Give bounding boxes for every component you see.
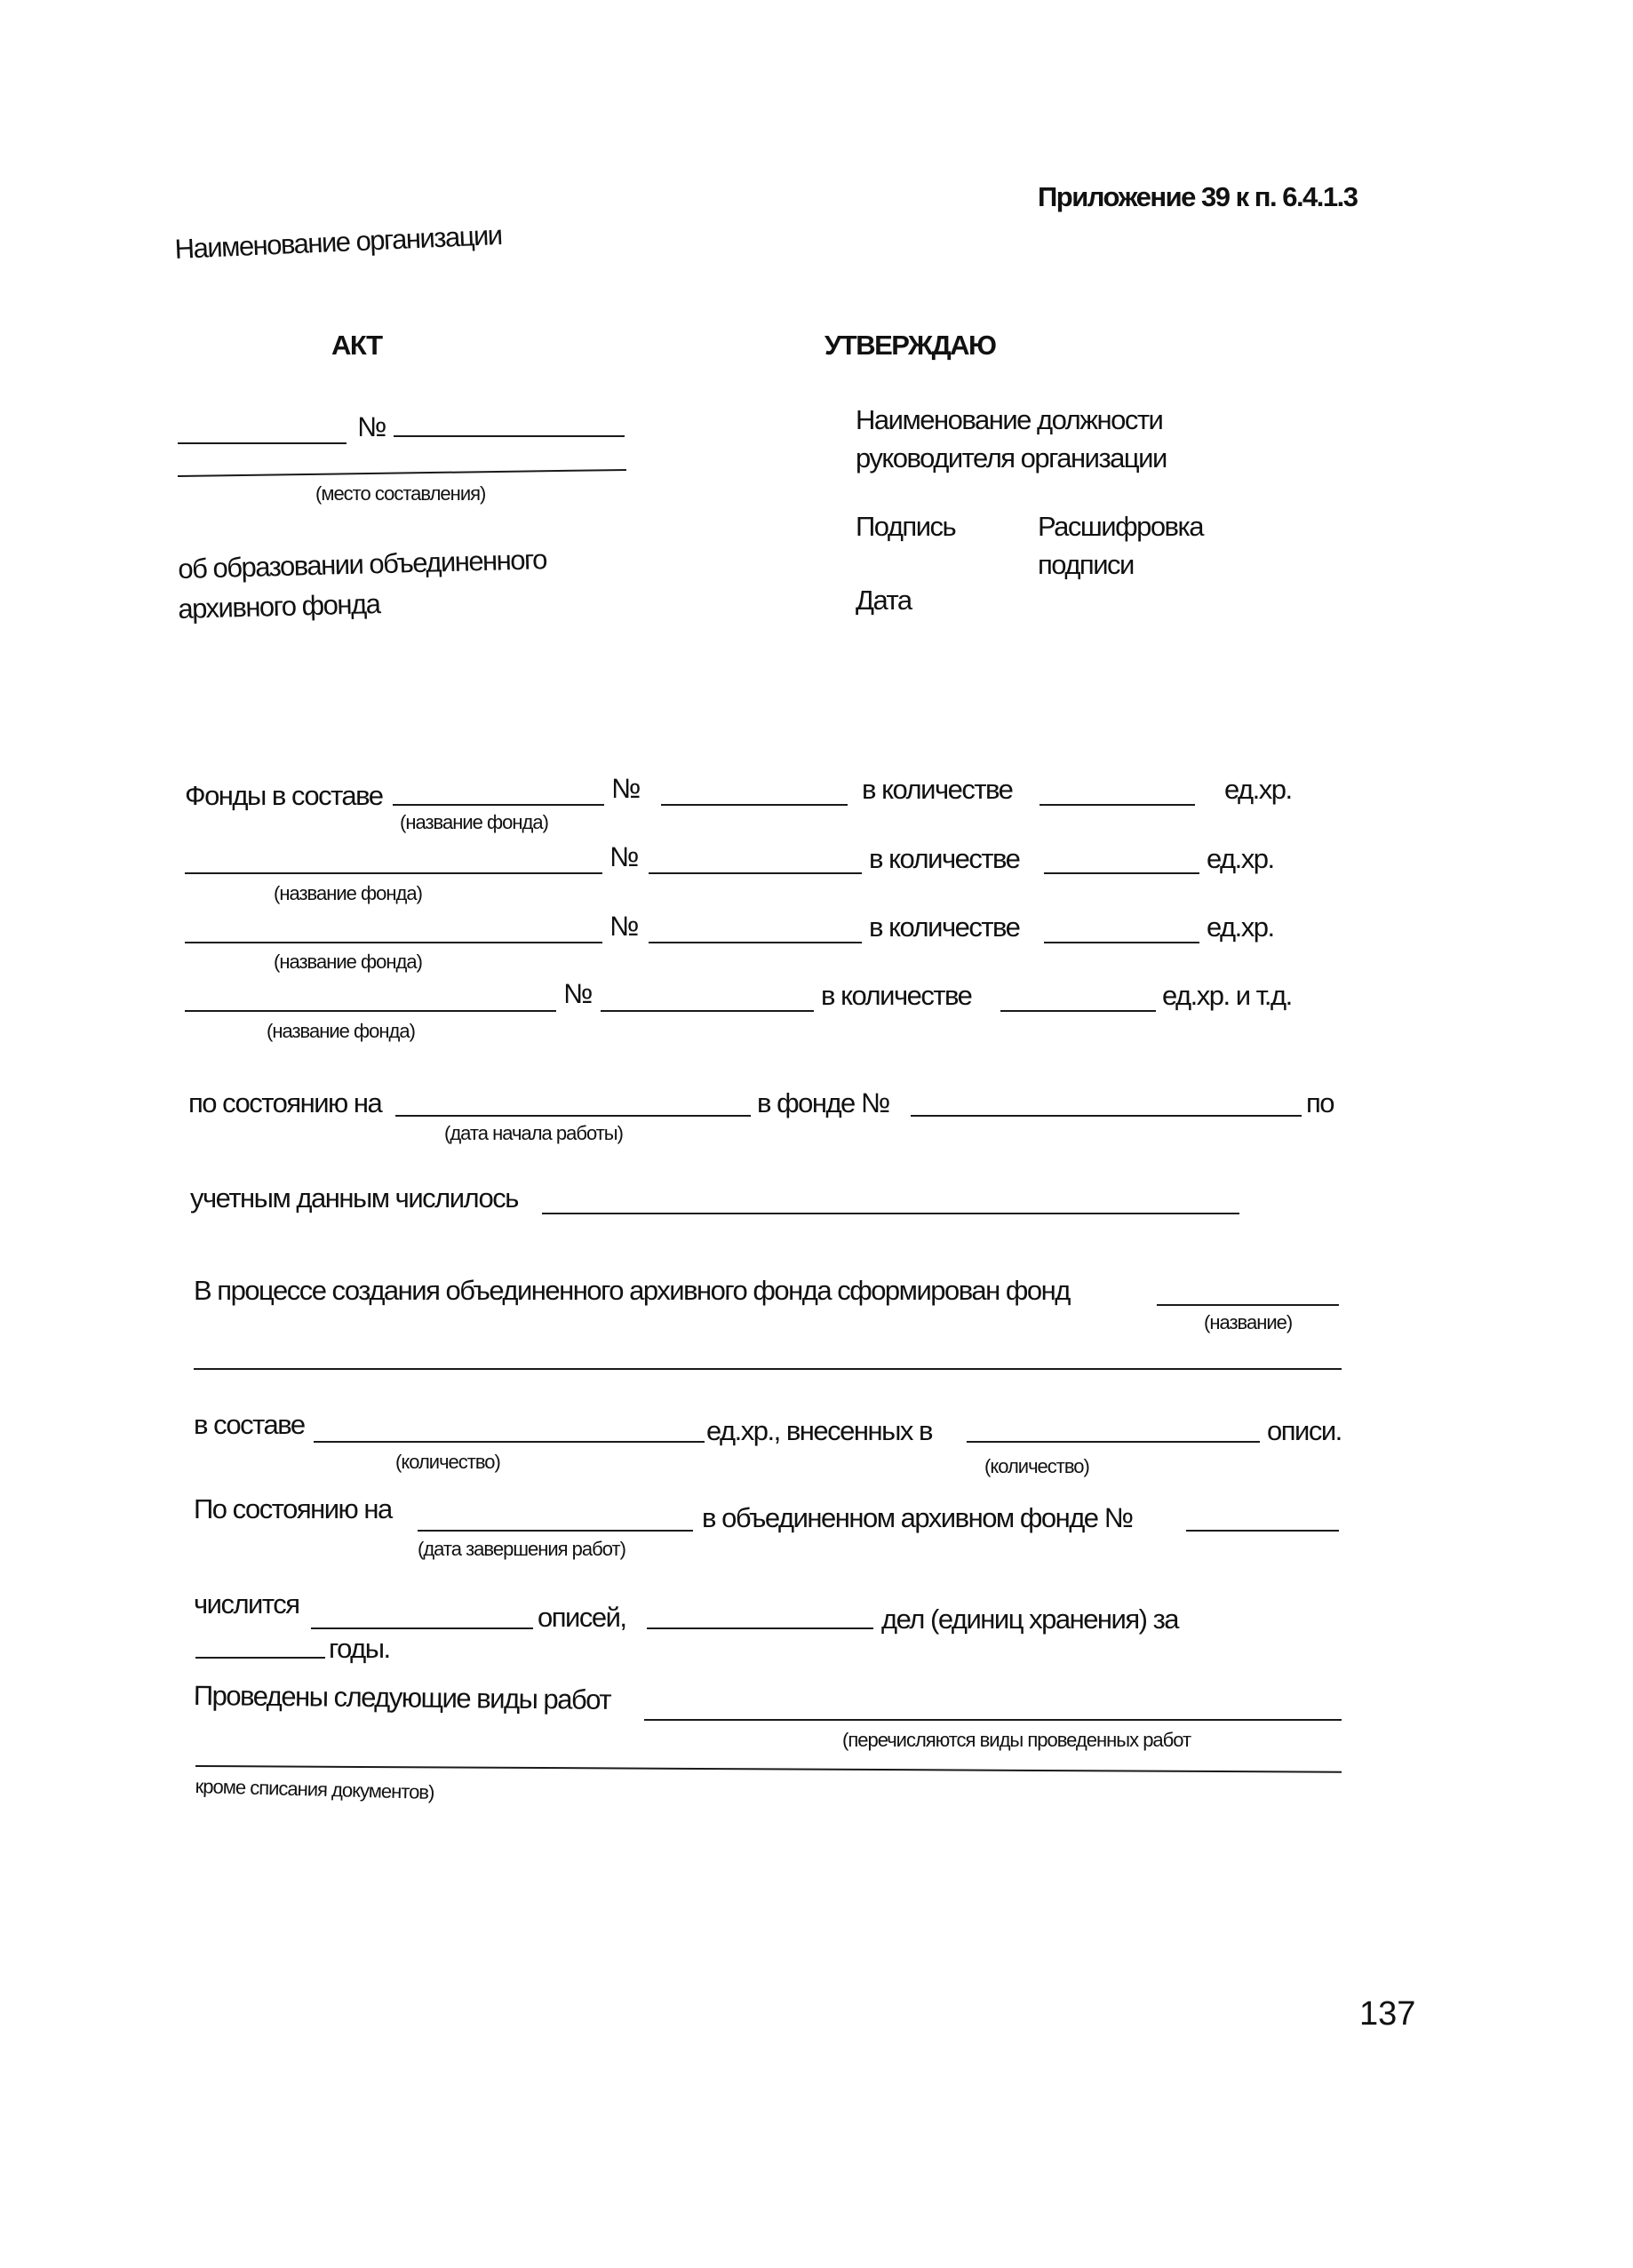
- act-date-line: [178, 442, 347, 444]
- status-as-of: по состоянию на: [188, 1087, 382, 1118]
- fund-number-line-4: [601, 1010, 814, 1012]
- fund-name-line-3: [185, 942, 602, 943]
- status-counted: учетным данным числилось: [190, 1182, 518, 1214]
- fund-number-sign-3: №: [609, 911, 638, 942]
- works-caption: (перечисляются виды проведенных работ: [842, 1729, 1191, 1751]
- final-as-of-label: По состоянию на: [194, 1493, 392, 1524]
- inventories-count-label: описей,: [538, 1602, 626, 1633]
- fund-units-4: ед.хр. и т.д.: [1162, 980, 1292, 1011]
- approve-title: УТВЕРЖДАЮ: [824, 330, 996, 361]
- act-subject-line2: архивного фонда: [177, 588, 380, 625]
- counted-line: [542, 1213, 1239, 1214]
- files-label: дел (единиц хранения) за: [881, 1604, 1179, 1635]
- works-line: [644, 1719, 1342, 1721]
- fund-name-line-4: [185, 1010, 556, 1012]
- united-fund-number-line: [1186, 1530, 1339, 1532]
- fund-name-caption-3: (название фонда): [274, 951, 422, 973]
- act-number-line: [394, 435, 625, 437]
- page-number: 137: [1359, 1995, 1416, 2033]
- signature-label: Подпись: [856, 511, 956, 542]
- fund-units-1: ед.хр.: [1224, 774, 1292, 805]
- status-by: по: [1306, 1087, 1334, 1118]
- fund-number-line-status: [911, 1115, 1302, 1117]
- status-in-fund: в фонде №: [757, 1087, 889, 1118]
- fund-quantity-label-2: в количестве: [869, 843, 1020, 874]
- works-line-2: [195, 1765, 1342, 1773]
- new-fund-name-caption: (название): [1204, 1311, 1293, 1333]
- fund-number-sign-2: №: [609, 841, 638, 872]
- new-fund-name-line: [1157, 1304, 1339, 1306]
- inventories-count-line: [311, 1627, 533, 1629]
- quantity-caption-1: (количество): [395, 1451, 500, 1473]
- fund-quantity-line-3: [1044, 942, 1199, 943]
- appendix-reference: Приложение 39 к п. 6.4.1.3: [1038, 181, 1358, 212]
- act-subject-line1: об образовании объединенного: [177, 544, 547, 585]
- start-date-caption: (дата начала работы): [444, 1122, 623, 1144]
- works-caption-2: кроме списания документов): [195, 1775, 434, 1804]
- in-united-fund-label: в объединенном архивном фонде №: [702, 1502, 1133, 1533]
- fund-quantity-line-1: [1040, 804, 1195, 806]
- works-done-label: Проведены следующие виды работ: [193, 1680, 611, 1715]
- fund-number-line-2: [649, 872, 862, 874]
- fund-name-caption-2: (название фонда): [274, 882, 422, 904]
- fund-quantity-line-2: [1044, 872, 1199, 874]
- composition-quantity-line: [314, 1441, 705, 1443]
- listed-label: числится: [194, 1588, 299, 1619]
- fund-units-3: ед.хр.: [1207, 911, 1274, 943]
- signature-decoding-line2: подписи: [1038, 549, 1134, 580]
- inventories-label: описи.: [1267, 1415, 1342, 1446]
- fund-units-2: ед.хр.: [1207, 843, 1274, 874]
- fund-number-sign-1: №: [611, 773, 640, 804]
- years-line: [195, 1657, 325, 1659]
- composition-label: в составе: [194, 1409, 305, 1440]
- start-date-line: [395, 1115, 751, 1117]
- inventories-quantity-line: [967, 1441, 1260, 1443]
- place-line: [178, 469, 626, 477]
- organization-name: Наименование организации: [173, 219, 503, 265]
- fund-name-caption-1: (название фонда): [400, 811, 548, 833]
- approver-position-line1: Наименование должности: [856, 404, 1163, 435]
- years-label: годы.: [329, 1633, 390, 1664]
- fund-quantity-line-4: [1000, 1010, 1156, 1012]
- fund-number-line-1: [661, 804, 848, 806]
- fund-quantity-label-1: в количестве: [862, 774, 1013, 805]
- fund-name-line-1: [393, 804, 604, 806]
- fund-quantity-label-4: в количестве: [821, 980, 972, 1011]
- fund-name-line-2: [185, 872, 602, 874]
- fund-name-caption-4: (название фонда): [267, 1020, 415, 1042]
- fund-quantity-label-3: в количестве: [869, 911, 1020, 943]
- process-text: В процессе создания объединенного архивного фонда сформирован фонд: [194, 1275, 1070, 1306]
- units-included-label: ед.хр., внесенных в: [706, 1415, 933, 1446]
- fund-number-line-3: [649, 942, 862, 943]
- new-fund-name-line-2: [194, 1368, 1342, 1370]
- quantity-caption-2: (количество): [984, 1455, 1089, 1477]
- fund-number-sign-4: №: [563, 978, 592, 1009]
- approver-position-line2: руководителя организации: [856, 442, 1167, 473]
- end-date-caption: (дата завершения работ): [418, 1538, 625, 1560]
- signature-decoding-line1: Расшифровка: [1038, 511, 1204, 542]
- files-count-line: [647, 1627, 873, 1629]
- end-date-line: [418, 1530, 693, 1532]
- date-label: Дата: [856, 585, 912, 616]
- funds-intro: Фонды в составе: [185, 780, 383, 811]
- act-title: АКТ: [331, 330, 382, 361]
- place-caption: (место составления): [315, 482, 486, 505]
- act-number-sign: №: [357, 411, 386, 442]
